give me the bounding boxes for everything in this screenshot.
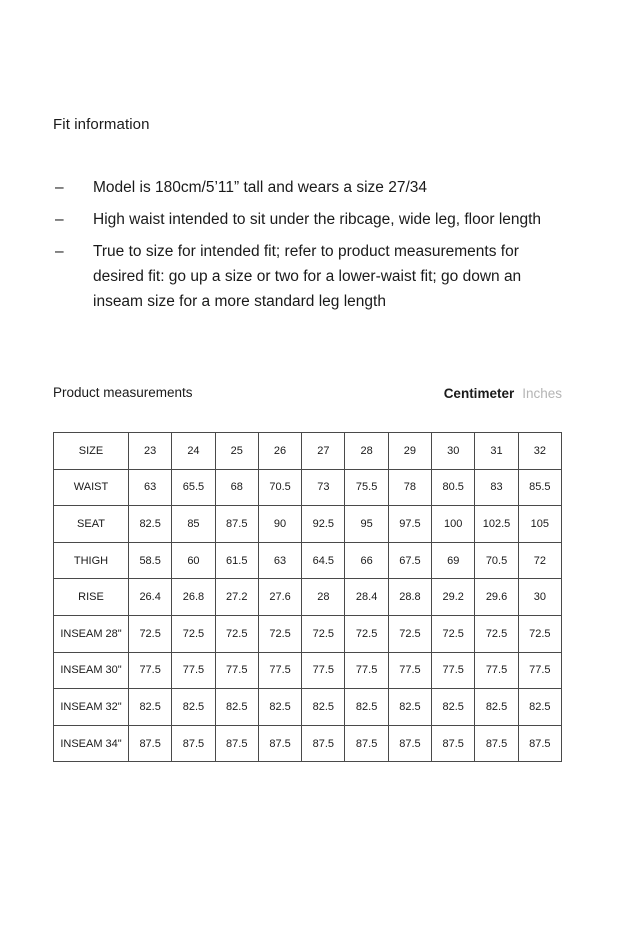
fit-list-text: High waist intended to sit under the ribcage, wide leg, floor length [93,211,542,228]
table-cell: 77.5 [518,652,561,689]
table-cell: 28 [302,579,345,616]
table-cell: 72.5 [432,615,475,652]
measurements-table [53,432,562,762]
table-cell: 82.5 [388,689,431,726]
table-cell: 72.5 [345,615,388,652]
list-dash: – [55,179,64,196]
table-cell: 65.5 [172,469,215,506]
table-cell: 70.5 [475,542,518,579]
table-cell: 28.8 [388,579,431,616]
table-cell: 60 [172,542,215,579]
table-cell: 77.5 [129,652,172,689]
table-cell: 72.5 [302,615,345,652]
row-label-cell: INSEAM 28" [54,615,129,652]
size-header-cell: 29 [388,433,431,470]
size-header-cell: 25 [215,433,258,470]
table-cell: 72 [518,542,561,579]
table-cell: 77.5 [432,652,475,689]
fit-information-list [53,175,543,321]
product-measurements-heading: Product measurements [53,385,193,400]
row-label-cell: INSEAM 34" [54,725,129,762]
table-cell: 87.5 [129,725,172,762]
table-cell: 85.5 [518,469,561,506]
table-cell: 82.5 [215,689,258,726]
row-label-cell: RISE [54,579,129,616]
table-row [54,469,562,506]
table-cell: 29.6 [475,579,518,616]
table-cell: 77.5 [258,652,301,689]
table-cell: 87.5 [518,725,561,762]
table-cell: 87.5 [388,725,431,762]
table-cell: 72.5 [388,615,431,652]
table-header-row [54,433,562,470]
table-cell: 28.4 [345,579,388,616]
table-cell: 27.2 [215,579,258,616]
table-cell: 72.5 [215,615,258,652]
table-cell: 72.5 [172,615,215,652]
row-label-cell: WAIST [54,469,129,506]
table-cell: 58.5 [129,542,172,579]
table-cell: 92.5 [302,506,345,543]
size-header-cell: 28 [345,433,388,470]
table-cell: 64.5 [302,542,345,579]
table-row [54,725,562,762]
row-label-cell: THIGH [54,542,129,579]
table-cell: 102.5 [475,506,518,543]
table-cell: 67.5 [388,542,431,579]
table-cell: 68 [215,469,258,506]
table-cell: 61.5 [215,542,258,579]
table-cell: 72.5 [258,615,301,652]
table-cell: 87.5 [172,725,215,762]
fit-list-item [53,239,543,314]
table-cell: 82.5 [475,689,518,726]
table-cell: 78 [388,469,431,506]
fit-list-item [53,175,543,200]
table-row [54,579,562,616]
fit-list-item [53,207,543,232]
table-cell: 30 [518,579,561,616]
table-cell: 72.5 [129,615,172,652]
table-cell: 87.5 [258,725,301,762]
table-cell: 82.5 [129,689,172,726]
table-cell: 77.5 [172,652,215,689]
table-cell: 82.5 [172,689,215,726]
fit-list-text: True to size for intended fit; refer to product measurements for desired fit: go up a size or two for a lower-waist fit; go down an inseam size for a more standard leg length [93,243,522,310]
table-row [54,542,562,579]
table-cell: 77.5 [345,652,388,689]
size-header-cell: 23 [129,433,172,470]
table-cell: 80.5 [432,469,475,506]
table-cell: 105 [518,506,561,543]
list-dash: – [55,243,64,260]
table-cell: 87.5 [215,506,258,543]
table-cell: 82.5 [518,689,561,726]
table-cell: 26.4 [129,579,172,616]
row-label-cell: SEAT [54,506,129,543]
table-row [54,615,562,652]
table-cell: 82.5 [302,689,345,726]
table-cell: 90 [258,506,301,543]
size-header-cell: 31 [475,433,518,470]
size-header-cell: 27 [302,433,345,470]
row-label-cell: INSEAM 30" [54,652,129,689]
unit-toggle [444,386,562,401]
table-cell: 69 [432,542,475,579]
table-cell: 87.5 [345,725,388,762]
size-header-cell: 32 [518,433,561,470]
table-cell: 70.5 [258,469,301,506]
table-cell: 77.5 [388,652,431,689]
table-cell: 77.5 [215,652,258,689]
table-cell: 72.5 [475,615,518,652]
table-row [54,689,562,726]
table-cell: 82.5 [345,689,388,726]
table-cell: 72.5 [518,615,561,652]
table-cell: 87.5 [302,725,345,762]
table-cell: 97.5 [388,506,431,543]
table-cell: 85 [172,506,215,543]
fit-information-heading: Fit information [53,116,150,133]
table-cell: 63 [129,469,172,506]
table-cell: 75.5 [345,469,388,506]
size-header-cell: 26 [258,433,301,470]
row-label-cell: INSEAM 32" [54,689,129,726]
table-cell: 63 [258,542,301,579]
table-cell: 82.5 [129,506,172,543]
table-cell: 87.5 [215,725,258,762]
table-row [54,652,562,689]
unit-inches-button[interactable]: Inches [522,386,562,401]
table-cell: 73 [302,469,345,506]
table-cell: 77.5 [475,652,518,689]
table-cell: 87.5 [432,725,475,762]
table-cell: 77.5 [302,652,345,689]
table-cell: 82.5 [258,689,301,726]
table-cell: 26.8 [172,579,215,616]
size-header-cell: 30 [432,433,475,470]
table-cell: 29.2 [432,579,475,616]
table-cell: 82.5 [432,689,475,726]
fit-list-text: Model is 180cm/5’11” tall and wears a size 27/34 [93,179,427,196]
size-header-cell: 24 [172,433,215,470]
table-cell: 27.6 [258,579,301,616]
table-row [54,506,562,543]
table-cell: 100 [432,506,475,543]
table-cell: 66 [345,542,388,579]
list-dash: – [55,211,64,228]
table-cell: 87.5 [475,725,518,762]
unit-centimeter-button[interactable]: Centimeter [443,386,515,401]
size-header-label: SIZE [54,433,129,470]
table-cell: 83 [475,469,518,506]
table-cell: 95 [345,506,388,543]
